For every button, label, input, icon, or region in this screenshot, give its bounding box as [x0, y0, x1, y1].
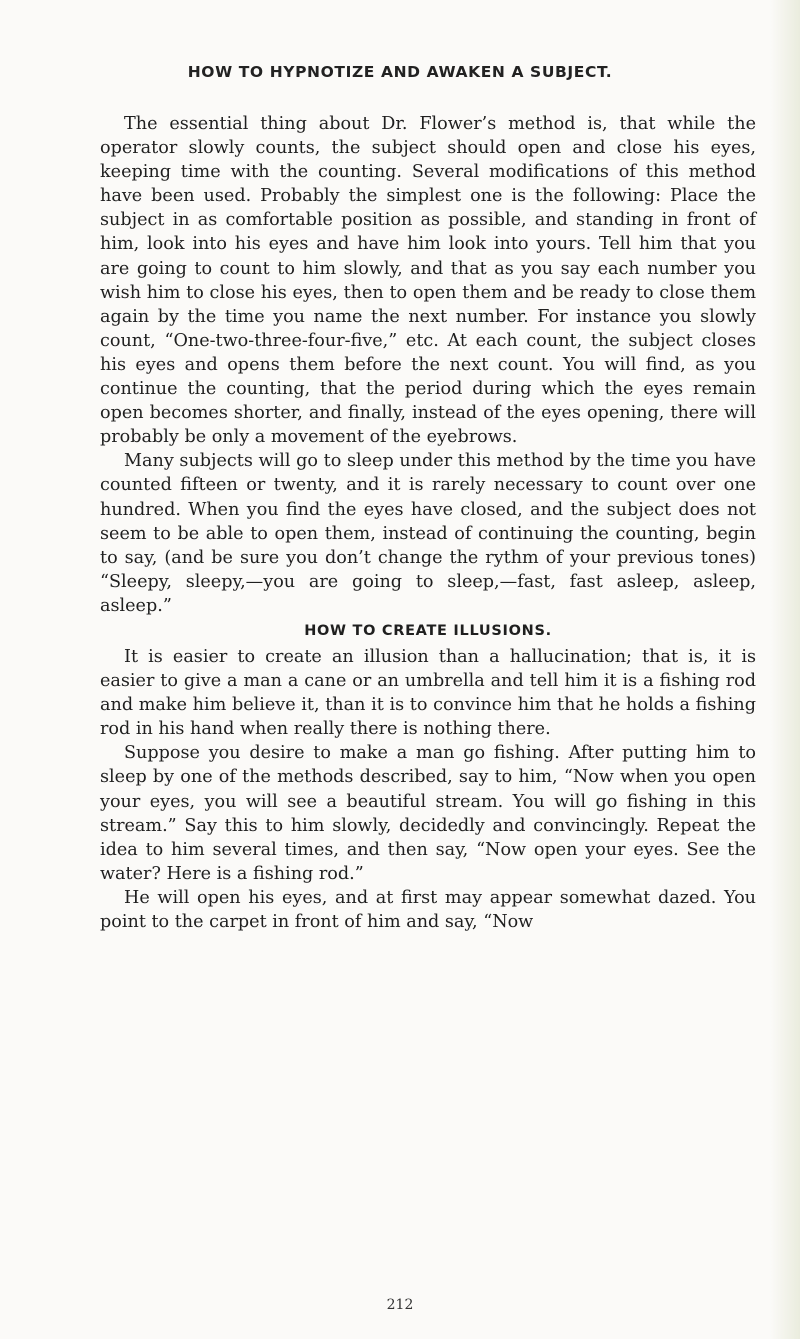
paragraph: He will open his eyes, and at first may appear somewhat dazed. You point to the carpet in front of him and say, “Now	[100, 887, 756, 932]
section-heading: HOW TO CREATE ILLUSIONS.	[304, 622, 552, 639]
paragraph: It is easier to create an illusion than a hallucination; that is, it is easier to give a man a cane or an umbrella and tell him it is a fishing rod and make him believe it, than it is to convince him that he holds a fishing rod in his hand when really there is nothing there.	[100, 646, 756, 740]
page-edge-shadow	[770, 0, 800, 1339]
page-number: 212	[386, 1297, 414, 1313]
paragraph: Many subjects will go to sleep under this method by the time you have counted fifteen or twenty, and it is rarely necessary to count over one hundred. When you find the eyes have closed, and the subject does not seem to be able to open them, instead of continuing the counting, begin to say, (and be sure you don’t change the rythm of your previous tones) “Sleepy, sleepy,—you are going to sleep,—fast, fast asleep, asleep, asleep.”	[100, 451, 756, 616]
running-head: HOW TO HYPNOTIZE AND AWAKEN A SUBJECT.	[187, 63, 613, 81]
paragraph: The essential thing about Dr. Flower’s method is, that while the operator slowly counts, the subject should open and close his eyes, keeping time with the counting. Several modifications of this method have been used. Probably the simplest one is the following: Place the subject in as comfortable position as possible, and standing in front of him, look into his eyes and have him look into yours. Tell him that you are going to count to him slowly, and that as you say each number you wish him to close his eyes, then to open them and be ready to close them again by the time you name the next number. For instance you slowly count, “One-two-three-four-five,” etc. At each count, the subject closes his eyes and opens them before the next count. You will find, as you continue the counting, that the period during which the eyes remain open becomes shorter, and finally, instead of the eyes opening, there will probably be only a movement of the eyebrows.	[100, 114, 756, 448]
body-text	[100, 112, 756, 934]
paragraph: Suppose you desire to make a man go fishing. After putting him to sleep by one of the methods described, say to him, “Now when you open your eyes, you will see a beautiful stream. You will go fishing in this stream.” Say this to him slowly, decidedly and convincingly. Repeat the idea to him several times, and then say, “Now open your eyes. See the water? Here is a fishing rod.”	[100, 743, 756, 884]
